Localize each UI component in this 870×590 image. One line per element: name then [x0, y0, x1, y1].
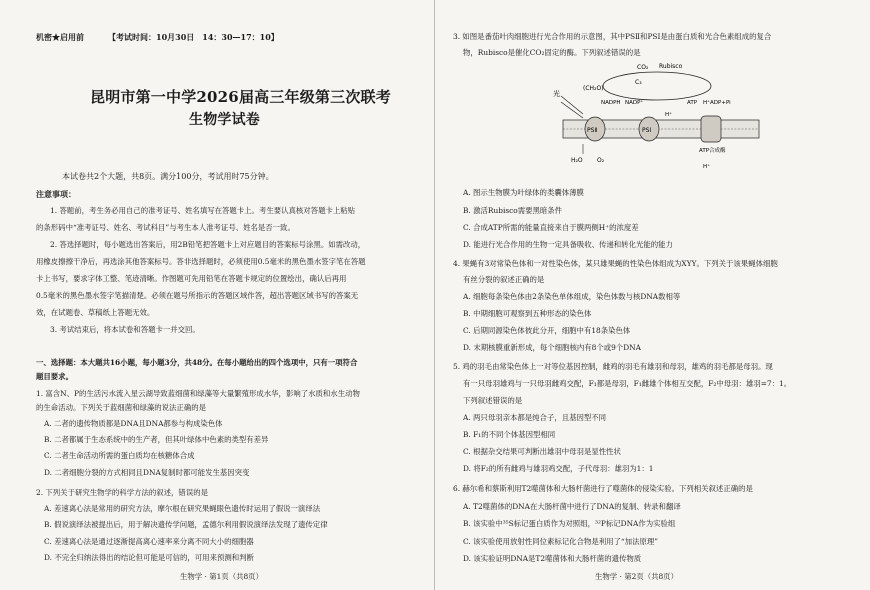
q5-stem: 5. 鸡的羽毛由常染色体上一对等位基因控制，雌鸡的羽毛有雄羽和母羽，雄鸡的羽毛都是母羽。现: [453, 362, 773, 371]
notes-heading: 注意事项：: [36, 189, 76, 199]
page-footer: 生物学 · 第2页（共8页）: [595, 572, 678, 581]
section-heading: 一、选择题：本大题共16小题，每小题3分，共48分。在每小题给出的四个选项中，只有一项符合: [36, 358, 358, 367]
notes-line: 卡上书写，要求字体工整、笔迹清晰。作图题可先用铅笔在答题卡规定的位置绘出，确认后再用: [36, 274, 347, 283]
q4-stem: 有丝分裂的叙述正确的是: [463, 275, 545, 284]
atp-label: ATP: [687, 100, 698, 106]
q2-option: A. 差速离心法是常用的研究方法，摩尔根在研究果蝇眼色遗传时运用了假说一演绎法: [44, 504, 321, 513]
h-adp-label: H⁺ADP+Pi: [703, 100, 731, 106]
q2-option: D. 不完全归纳法得出的结论但可能是可信的，可用来预测和判断: [44, 553, 254, 562]
o2-label: O₂: [597, 157, 605, 164]
confidential-label: 机密★启用前: [36, 32, 84, 42]
psi-label: PSⅠ: [642, 127, 652, 134]
notes-line: 用橡皮擦擦干净后，再选涂其他答案标号。答非选择题时，必须使用0.5毫米的黑色墨水签字笔在答题: [36, 257, 366, 266]
ch2o-label: (CH₂O): [583, 85, 604, 92]
q1-stem: 的生命活动。下列关于蓝细菌和绿藻的说法正确的是: [36, 403, 206, 412]
photosynthesis-diagram: [553, 56, 769, 182]
q6-option: A. T2噬菌体的DNA在大肠杆菌中进行了DNA的复制、转录和翻译: [463, 502, 681, 511]
q1-stem: 1. 富含N、P的生活污水流入星云湖导致蓝细菌和绿藻等大量繁殖形成水华，影响了水质和水生动物: [36, 389, 360, 398]
h2o-label: H₂O: [571, 157, 583, 164]
q1-option: D. 二者细胞分裂的方式相同且DNA复制时都可能发生基因突变: [44, 468, 250, 477]
page-title: 昆明市第一中学2026届高三年级第三次联考: [90, 88, 391, 106]
page-subtitle: 生物学试卷: [189, 112, 260, 128]
q4-stem: 4. 果蝇有3对常染色体和一对性染色体，某只雄果蝇的性染色体组成为XYY。下列关于该果蝇体细胞: [453, 259, 778, 268]
notes-line: 效，在试题卷、草稿纸上答题无效。: [36, 308, 155, 317]
q5-stem: 有一只母羽雄鸡与一只母羽雌鸡交配，F₁都是母羽，F₁雌雄个体相互交配，F₂中母羽：雄羽=7：1。: [463, 379, 792, 388]
notes-line: 1. 答题前，考生务必用自己的准考证号、姓名填写在答题卡上。考生要认真核对答题卡上粘贴: [50, 206, 356, 215]
notes-line: 的条形码中“准考证号、姓名、考试科目”与考生本人准考证号、姓名是否一致。: [36, 223, 295, 232]
q6-option: C. 该实验使用放射性同位素标记化合物是利用了“加法原理”: [463, 537, 659, 546]
page-footer: 生物学 · 第1页（共8页）: [180, 572, 263, 581]
q3-stem: 物，Rubisco是催化CO₂固定的酶。下列叙述错误的是: [463, 48, 641, 57]
light-arrow: [561, 102, 583, 118]
q5-option: C. 根据杂交结果可判断出雄羽中母羽是显性性状: [463, 447, 621, 456]
psii-label: PSⅡ: [587, 127, 598, 134]
right-page: [435, 0, 870, 590]
q4-option: D. 末期核膜重新形成，每个细胞核内有8个或9个DNA: [463, 343, 641, 352]
atp-synthase-label: ATP合成酶: [699, 148, 726, 154]
nadp-label: NADP⁺: [625, 100, 644, 106]
notes-line: 3. 考试结束后，将本试卷和答题卡一并交回。: [50, 325, 200, 334]
h-plus-label: H⁺: [665, 112, 673, 118]
intro-text: 本试卷共2个大题，共8页。满分100分，考试用时75分钟。: [62, 172, 274, 181]
q3-stem: 3. 如图是番茄叶肉细胞进行光合作用的示意图，其中PSⅡ和PSⅠ是由蛋白质和光合色素组成的复合: [453, 32, 772, 41]
q2-option: C. 差速离心法是通过逐渐提高离心速率来分离不同大小的细胞器: [44, 537, 254, 546]
q3-option: A. 图示生物膜为叶绿体的类囊体薄膜: [463, 188, 584, 197]
q2-option: B. 假说演绎法被提出后，用于解决遗传学问题，孟德尔利用假说演绎法发现了遗传定律: [44, 520, 328, 529]
q1-option: C. 二者生命活动所需的蛋白质均在核糖体合成: [44, 451, 195, 460]
q4-option: A. 细胞每条染色体由2条染色单体组成，染色体数与核DNA数相等: [463, 292, 681, 301]
q4-option: B. 中期细胞可观察到五种形态的染色体: [463, 309, 592, 318]
notes-line: 0.5毫米的黑色墨水签字笔描清楚。必须在题号所指示的答题区域作答，超出答题区域书写的答案无: [36, 291, 359, 300]
atp-synthase: [701, 116, 721, 142]
notes-line: 2. 答选择题时，每小题选出答案后，用2B铅笔把答题卡上对应题目的答案标号涂黑。如需改动，: [50, 240, 366, 249]
q3-option: B. 激活Rubisco需要黑暗条件: [463, 206, 563, 215]
rubisco-label: Rubisco: [659, 63, 683, 70]
q6-option: B. 该实验中³⁵S标记蛋白质作为对照组，³²P标记DNA作为实验组: [463, 519, 676, 528]
h-plus-bottom-label: H⁺: [703, 164, 711, 170]
q5-option: B. F₁的不同个体基因型相同: [463, 430, 556, 439]
q6-option: D. 该实验证明DNA是T2噬菌体和大肠杆菌的遗传物质: [463, 554, 642, 563]
calvin-cycle: [603, 72, 711, 100]
q6-stem: 6. 赫尔希和蔡斯利用T2噬菌体和大肠杆菌进行了噬菌体的侵染实验。下列相关叙述正确的是: [453, 484, 753, 493]
exam-time: 【考试时间：10月30日 14：30—17：10】: [108, 32, 279, 42]
nadph-label: NADPH: [601, 100, 621, 106]
q1-option: A. 二者的遗传物质都是DNA且DNA都参与构成染色体: [44, 419, 223, 428]
q2-stem: 2. 下列关于研究生物学的科学方法的叙述，错误的是: [36, 488, 208, 497]
light-arrow: [561, 96, 583, 114]
section-heading-cont: 题目要求。: [36, 372, 73, 381]
q5-stem: 下列叙述错误的是: [463, 396, 523, 405]
q4-option: C. 后期同源染色体彼此分开，细胞中有18条染色体: [463, 326, 631, 335]
q5-option: D. 将F₂的所有雌鸡与雄羽鸡交配，子代母羽：雄羽为1：1: [463, 464, 654, 473]
q3-option: C. 合成ATP所需的能量直接来自于膜两侧H⁺的浓度差: [463, 223, 639, 232]
q5-option: A. 两只母羽亲本都是纯合子，且基因型不同: [463, 413, 607, 422]
q3-option: D. 能进行光合作用的生物一定具备吸收、传递和转化光能的能力: [463, 240, 673, 249]
co2-label: CO₂: [637, 64, 649, 71]
q1-option: B. 二者都属于生态系统中的生产者，但其叶绿体中色素的类型有差异: [44, 435, 269, 444]
light-label: 光: [553, 90, 560, 98]
c3-label: C₃: [635, 79, 642, 86]
